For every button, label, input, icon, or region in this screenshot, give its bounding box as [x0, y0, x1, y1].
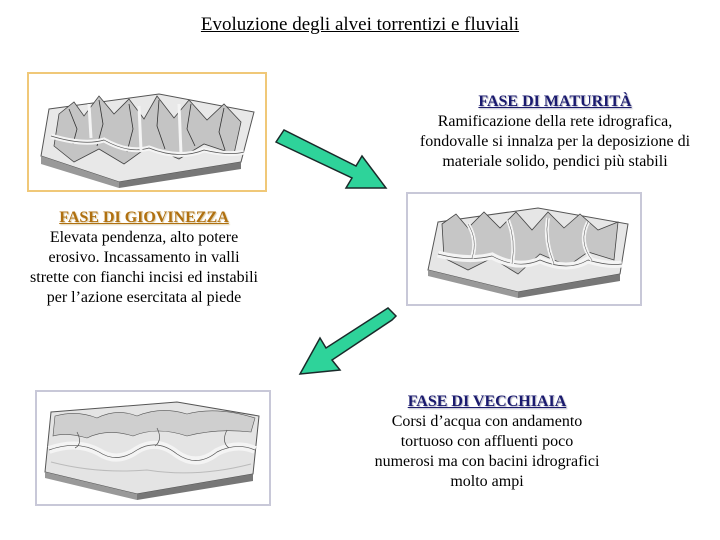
phase-old-age-line-2: tortuoso con affluenti poco	[400, 433, 574, 450]
maturity-block-diagram	[408, 194, 640, 304]
page-title: Evoluzione degli alvei torrentizi e fluviali	[200, 14, 520, 35]
phase-youth-text	[8, 208, 280, 308]
phase-maturity-title: FASE DI MATURITÀ	[478, 93, 632, 110]
phase-youth-title: FASE DI GIOVINEZZA	[59, 209, 229, 226]
landscape-old-age-image	[35, 390, 271, 506]
youth-block-diagram	[29, 74, 265, 190]
phase-youth-line-4: per l’azione esercitata al piede	[46, 289, 242, 306]
phase-old-age-line-3: numerosi ma con bacini idrografici	[374, 453, 600, 470]
phase-youth-line-2: erosivo. Incassamento in valli	[48, 249, 240, 266]
phase-old-age-title: FASE DI VECCHIAIA	[407, 393, 567, 410]
arrow-down-right-icon	[272, 128, 390, 194]
phase-youth-line-3: strette con fianchi incisi ed instabili	[30, 269, 258, 286]
phase-maturity-text	[398, 92, 712, 172]
phase-youth-line-1: Elevata pendenza, alto potere	[49, 229, 239, 246]
phase-old-age-text	[352, 392, 622, 492]
phase-maturity-line-1: Ramificazione della rete idrografica,	[437, 113, 673, 130]
phase-old-age-line-4: molto ampi	[450, 473, 524, 490]
phase-old-age-line-1: Corsi d’acqua con andamento	[391, 413, 583, 430]
arrow-down-left-icon	[296, 306, 400, 378]
phase-maturity-line-2: fondovalle si innalza per la deposizione di	[419, 133, 691, 150]
landscape-maturity-image	[406, 192, 642, 306]
old-age-block-diagram	[37, 392, 269, 504]
phase-maturity-line-3: materiale solido, pendici più stabili	[442, 153, 668, 170]
landscape-youth-image	[27, 72, 267, 192]
